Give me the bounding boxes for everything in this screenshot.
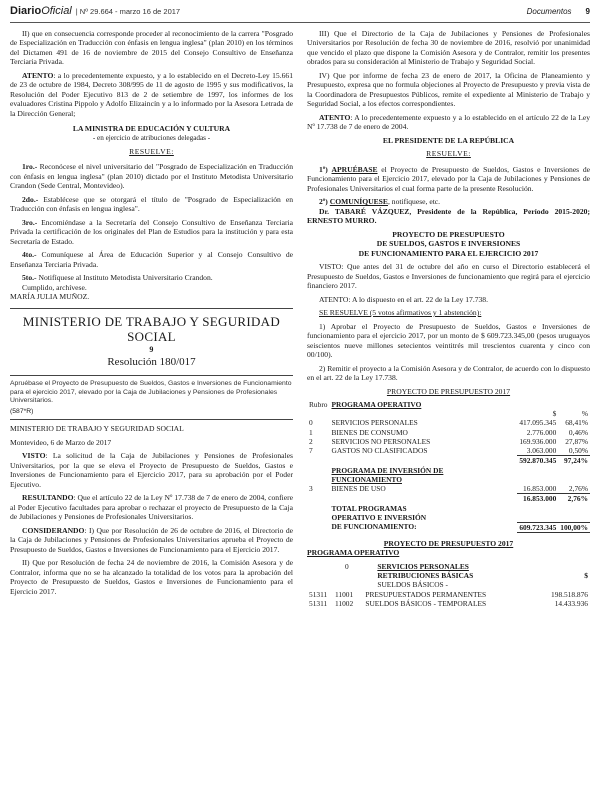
item-2-text: Establécese que se otorgará el título de "Posgrado de Especialización en Traducción con énfasis en lengua inglesa". <box>10 194 293 214</box>
detail-sp-header: SERVICIOS PERSONALES <box>377 561 469 571</box>
total-pct: 100,00% <box>560 522 588 532</box>
total-row-2 <box>307 513 590 522</box>
page-header <box>10 0 590 23</box>
project-title-1: PROYECTO DE PRESUPUESTO <box>392 229 505 239</box>
total-label-3: DE FUNCIONAMIENTO: <box>331 522 417 532</box>
project-visto: VISTO: Que antes del 31 de octubre del año en curso el Directorio establecerá el Presupuesto de Sueldos, Gastos e Inversiones de funcionamiento que regirá para el ejercicio financiero 2017. <box>307 262 590 291</box>
document-code: (587*R) <box>10 408 293 420</box>
paragraph-considerando-iii: III) Que el Directorio de la Caja de Jubilaciones y Pensiones de Profesionales Universitarios por Resolución de fecha 30 de noviembre de 2016, resolvió por unanimidad que vencido el plazo que dispone la Comisión Asesora y de Contralor, remitir los presentes obrados para su consideración al Ministerio de Trabajo y Seguridad Social. <box>307 29 590 67</box>
total-label-2: OPERATIVO E INVERSIÓN <box>331 512 427 522</box>
detail-table-title: PROYECTO DE PRESUPUESTO 2017 <box>383 538 514 548</box>
resolution-summary: Apruébase el Proyecto de Presupuesto de Sueldos, Gastos e Inversiones de Funcionamiento para el ejercicio 2017, elevado por la Caja de Jubilaciones y Pensiones de Profesionales Universitarios. <box>10 375 293 405</box>
row-pct: 27,87% <box>565 436 588 446</box>
row-name: BIENES DE CONSUMO <box>331 427 408 437</box>
detail-header-row <box>307 562 590 571</box>
ministra-heading: LA MINISTRA DE EDUCACIÓN Y CULTURA <box>72 124 231 134</box>
ministry-line: MINISTERIO DE TRABAJO Y SEGURIDAD SOCIAL <box>10 424 184 434</box>
subtotal-inv-pct: 2,76% <box>558 494 590 504</box>
detail-dollar-header: $ <box>584 571 588 581</box>
row-name: BIENES DE USO <box>331 484 386 494</box>
detail-row-name: SUELDOS BÁSICOS - TEMPORALES <box>365 598 487 608</box>
president-item-1 <box>307 165 590 193</box>
row-code: 7 <box>309 446 313 456</box>
budget-row <box>307 428 590 437</box>
row-code: 1 <box>309 427 313 437</box>
budget-table <box>307 400 590 533</box>
item-3-text: Encomiéndase a la Secretaría del Consejo Consultivo de Enseñanza Terciaria Privada la certificación de los originales del Plan de Estudios para la institución y para esta Secretaría de Estado. <box>10 217 293 246</box>
considerando-label: CONSIDERANDO <box>22 525 85 535</box>
detail-row <box>307 590 590 599</box>
detail-row-name: PRESUPUESTADOS PERMANENTES <box>365 589 487 599</box>
p-item-2-label: 2º) <box>319 197 328 207</box>
budget-row <box>307 446 590 456</box>
right-column <box>307 29 590 608</box>
programa-inversion-header: PROGRAMA DE INVERSIÓN DE FUNCIONAMIENTO <box>331 465 444 484</box>
subtotal-op-pct: 97,24% <box>558 456 590 466</box>
row-amount: 2.776.000 <box>526 427 557 437</box>
p-item-1-text: el Proyecto de Presupuesto de Sueldos, Gastos e Inversiones de Funcionamiento para el Ejercicio 2017, elevado por la Caja de Jubilaciones y Pensiones de Profesionales Universitarios el cual forma parte de la presente Resolución. <box>307 164 590 193</box>
resuelve-heading-2: RESUELVE: <box>426 149 471 159</box>
resuelve-heading: RESUELVE: <box>129 146 174 156</box>
item-4-text: Comuníquese al Área de Educación Superior y al Consejo Consultivo de Enseñanza Terciaria Privada. <box>10 250 293 269</box>
row-name: GASTOS NO CLASIFICADOS <box>331 446 428 456</box>
detail-rb-header: RETRIBUCIONES BÁSICAS <box>377 571 474 581</box>
item-2-label: 2do.- <box>22 194 39 204</box>
budget-col-header-row <box>307 409 590 418</box>
visto-label: VISTO <box>22 451 46 461</box>
detail-sb-row <box>307 580 590 589</box>
resolution-item-1 <box>10 162 293 190</box>
se-resuelve: SE RESUELVE (5 votos afirmativos y 1 abstención): <box>319 308 482 318</box>
programa-inversion-row <box>307 466 590 485</box>
dollar-col-header: $ <box>552 409 557 419</box>
total-label-1: TOTAL PROGRAMAS <box>331 503 407 513</box>
row-code: 2 <box>309 436 313 446</box>
pct-col-header: % <box>581 409 588 419</box>
item-5-label: 5to.- <box>22 273 37 283</box>
paragraph-considerando-iv: IV) Que por informe de fecha 23 de enero de 2017, la Oficina de Planeamiento y Presupuesto, expresa que no formula objeciones al Proyecto de Presupuesto y previa vista de la Coordinadora de Presupuestos Públicos, remite el expediente al Ministerio de Trabajo y Seguridad Social, a los efectos correspondientes. <box>307 70 590 109</box>
atento-label: ATENTO <box>22 70 54 80</box>
resolution-item-3 <box>10 218 293 246</box>
detail-row-a: 51311 <box>309 598 328 608</box>
paragraph-visto <box>10 451 293 489</box>
considerando-text: : I) Que por Resolución de 26 de octubre de 2016, el Directorio de la Caja de Jubilaciones y Pensiones de Profesionales Universitarios aprueba el Proyecto de Presupuesto de Sueldos, Gastos e Inversiones de Funcionamiento para el Ejercicio 2017. <box>10 525 293 554</box>
total-amount: 609.723.345 <box>519 522 557 532</box>
project-title-2: DE SUELDOS, GASTOS E INVERSIONES <box>376 239 521 249</box>
subtotal-inversion-row <box>307 494 590 504</box>
project-title-3: DE FUNCIONAMIENTO PARA EL EJERCICIO 2017 <box>358 248 539 258</box>
row-pct: 2,76% <box>568 484 588 494</box>
budget-row <box>307 437 590 446</box>
p-item-1-word: APRUÉBASE <box>331 164 378 174</box>
visto-text: : La solicitud de la Caja de Jubilaciones y Pensiones de Profesionales Universitarios, por la que se eleva el Proyecto de Presupuesto de Sueldos, Gastos e Inversiones de Funcionamiento para el Ejercicio 2017, para su aprobación por el Poder Ejecutivo. <box>10 451 293 489</box>
atento-text: : a lo precedentemente expuesto, y a lo establecido en el Decreto-Ley 15.661 de 23 de octubre de 1984, Decreto 308/995 de 11 de agosto de 1995 y sus modificativos, la Resolución del Poder Ejecutivo 813 de 2 de setiembre de 1997, los informes de los evaluadores Cristina Pippolo y Adolfo Elizaincín y a lo informado por la Asesora Letrada de la Dirección General; <box>10 70 293 118</box>
detail-row <box>307 599 590 608</box>
item-1-text: Reconócese el nivel universitario del "Posgrado de Especialización en Traducción con énfasis en lengua inglesa" (plan 2010) dictado por el Instituto Metodista Universitario Crandon (Sede Central, Montevideo). <box>10 162 293 191</box>
item-4-label: 4to.- <box>22 250 37 260</box>
ministra-subheading: - en ejercicio de atribuciones delegadas - <box>92 133 211 142</box>
paragraph-atento-2 <box>307 113 590 132</box>
issue-number: | Nº 29.664 - marzo 16 de 2017 <box>75 7 181 16</box>
cumplido: Cumplido, archívese. <box>22 282 87 292</box>
item-1-label: 1ro.- <box>22 162 38 172</box>
se-resuelve-2: 2) Remitir el proyecto a la Comisión Asesora y de Contralor, de acuerdo con lo dispuesto en el art. 22 de la Ley 17.738. <box>307 363 590 383</box>
row-amount: 3.063.000 <box>526 446 557 456</box>
budget-table-title: PROYECTO DE PRESUPUESTO 2017 <box>386 386 511 396</box>
row-code: 3 <box>309 484 313 494</box>
header-right <box>527 7 590 16</box>
signer: MARÍA JULIA MUÑOZ. <box>10 292 90 302</box>
row-name: SERVICIOS NO PERSONALES <box>331 436 431 446</box>
subtotal-op-amount: 592.870.345 <box>519 456 557 466</box>
se-resuelve-1: 1) Aprobar el Proyecto de Presupuesto de Sueldos, Gastos e Inversiones de funcionamiento para el ejercicio 2017, por un monto de $ 609.723.345,00 (pesos uruguayos seiscientos nueve millones setecientos veintitrés mil trescientos cuarenta y cinco con 00/100). <box>307 321 590 360</box>
detail-row-amount: 198.518.876 <box>551 589 588 599</box>
total-row-1 <box>307 504 590 513</box>
masthead-logo-italic: Oficial <box>41 5 72 17</box>
ministry-number: 9 <box>149 344 154 354</box>
president-heading: EL PRESIDENTE DE LA REPÚBLICA <box>382 135 515 145</box>
resultando-label: RESULTANDO <box>22 493 74 503</box>
detail-row-amount: 14.433.936 <box>554 598 588 608</box>
paragraph-ii: II) que en consecuencia corresponde proceder al reconocimiento de la carrera "Posgrado de Especialización en Traducción con énfasis en lengua inglesa" (plan 2010) en los términos del Dictamen 491 de 16 de noviembre de 2015 del Consejo Consultivo de Enseñanza Terciaria Privada. <box>10 29 293 67</box>
item-3-label: 3ro.- <box>22 217 38 227</box>
row-amount: 16.853.000 <box>523 484 557 494</box>
masthead-logo-bold: Diario <box>10 5 42 17</box>
date-line: Montevideo, 6 de Marzo de 2017 <box>10 437 112 447</box>
project-atento: ATENTO: A lo dispuesto en el art. 22 de la Ley 17.738. <box>319 294 489 304</box>
atento-2-text: : A lo precedentemente expuesto y a lo establecido en el artículo 22 de la Ley Nº 17.738 de 7 de enero de 2004. <box>307 112 590 132</box>
row-amount: 417.095.345 <box>519 418 557 428</box>
paragraph-resultando <box>10 493 293 521</box>
detail-rb-row <box>307 571 590 580</box>
columns <box>10 23 590 608</box>
budget-row <box>307 418 590 427</box>
p-item-2-text: , notifíquese, etc. <box>387 197 441 207</box>
row-amount: 169.936.000 <box>519 436 557 446</box>
budget-row <box>307 484 590 494</box>
row-code: 0 <box>309 418 313 428</box>
detail-sb-label: SUELDOS BÁSICOS - <box>377 580 448 590</box>
detail-table <box>307 562 590 608</box>
page-number: 9 <box>585 6 590 16</box>
rubro-header: Rubro <box>309 399 328 409</box>
item-5-text: Notifíquese al Instituto Metodista Universitario Crandon. <box>36 273 213 283</box>
resolution-item-2 <box>10 195 293 214</box>
p-item-2-word: COMUNÍQUESE <box>329 197 388 207</box>
detail-code: 0 <box>345 561 349 571</box>
section-name: Documentos <box>526 6 572 16</box>
president-item-2 <box>307 197 590 206</box>
left-column <box>10 29 293 608</box>
row-pct: 0,46% <box>568 427 588 437</box>
budget-header-row <box>307 400 590 409</box>
row-pct: 68,41% <box>565 418 588 428</box>
detail-row-b: 11002 <box>335 598 354 608</box>
masthead <box>10 5 180 17</box>
detail-row-b: 11001 <box>335 589 354 599</box>
row-pct: 0,50% <box>568 446 588 456</box>
paragraph-atento <box>10 71 293 118</box>
total-row-3 <box>307 522 590 532</box>
detail-row-a: 51311 <box>309 589 328 599</box>
row-name: SERVICIOS PERSONALES <box>331 418 418 428</box>
atento-2-label: ATENTO <box>319 112 351 122</box>
subtotal-operativo-row <box>307 456 590 466</box>
subtotal-inv-amount: 16.853.000 <box>517 494 558 504</box>
resultando-text: : Que el artículo 22 de la Ley Nº 17.738 de 7 de enero de 2004, confiere al Poder Ejecutivo facultades para aprobar o rechazar el proyecto de Presupuesto de la Caja de Jubilaciones y Pensiones de Profesionales Universitarios. <box>10 493 293 522</box>
detail-table-subtitle: PROGRAMA OPERATIVO <box>307 548 400 558</box>
paragraph-considerando <box>10 526 293 554</box>
ministry-title-text: MINISTERIO DE TRABAJO Y SEGURIDAD SOCIAL <box>22 313 281 344</box>
ministry-title <box>10 308 293 354</box>
paragraph-considerando-ii: II) Que por Resolución de fecha 24 de noviembre de 2016, la Comisión Asesora y de Contralor, informa que no se ha alcanzado la totalidad de los votos para la aprobación del Proyecto de Presupuesto de Sueldos, Gastos e Inversiones de Funcionamiento para el Ejercicio 2017. <box>10 558 293 596</box>
resolution-title: Resolución 180/017 <box>107 355 196 368</box>
programa-operativo-header: PROGRAMA OPERATIVO <box>331 399 422 409</box>
president-signer: Dr. TABARÉ VÁZQUEZ, Presidente de la República, Período 2015-2020; ERNESTO MURRO. <box>307 206 590 226</box>
p-item-1-label: 1º) <box>319 164 328 174</box>
resolution-item-5 <box>10 273 293 282</box>
resolution-item-4 <box>10 250 293 269</box>
